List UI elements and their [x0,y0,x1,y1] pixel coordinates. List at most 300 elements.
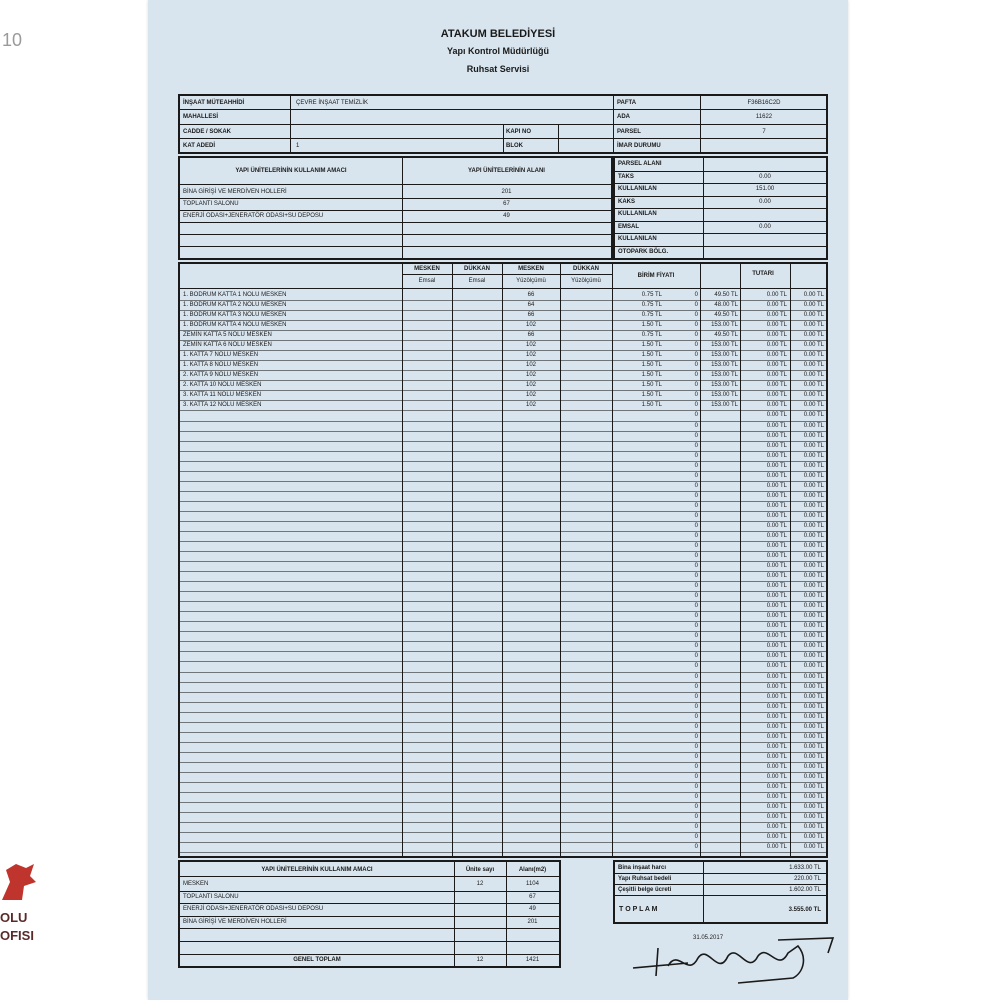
table-row-amount: 0.00 TL [766,573,787,580]
table-row-amount: 0.00 TL [766,462,787,469]
table-row-amount: 0.00 TL [766,794,787,800]
table-row-area: 102 [525,372,536,379]
table-row-total: 0.00 TL [803,663,824,670]
table-row-qty: 0 [694,543,698,549]
table-row-total: 0.00 TL [803,673,824,680]
table-row-qty: 0 [694,573,698,580]
table-row-price: 1.50 TL [641,402,662,409]
label-contractor: İNŞAAT MÜTEAHHİDİ [183,100,245,106]
table-row-name: 1. BODRUM KATTA 1 NOLU MESKEN [183,292,287,298]
table-row-qty: 0 [694,633,698,640]
table-row-sub: 0.00 TL [766,332,787,339]
table-row-area: 102 [525,352,536,359]
label-zoning: İMAR DURUMU [617,143,661,149]
dukkan-header: DÜKKAN [464,266,490,272]
table-row-amount: 49.50 TL [714,332,738,339]
table-row-qty: 0 [694,563,698,570]
table-row-total: 0.00 TL [803,723,824,730]
table-row-amount: 0.00 TL [766,783,787,790]
summary-row-count: 12 [476,881,484,887]
table-row-sub: 0.00 TL [766,312,787,319]
table-row-total: 0.00 TL [803,522,824,529]
amount-header: TUTARI [752,271,774,277]
table-row-qty: 0 [694,693,698,700]
table-row-total: 0.00 TL [803,713,824,720]
table-row-qty: 0 [694,312,698,319]
table-row-total: 0.00 TL [803,743,824,750]
table-row-total: 0.00 TL [803,292,824,298]
table-row-total: 0.00 TL [803,824,824,831]
table-row-price: 1.50 TL [641,362,662,369]
parcel-value: 0.00 [759,173,771,180]
table-row-area: 102 [525,382,536,389]
table-row-qty: 0 [694,492,698,499]
summary-row-name: ENERJİ ODASI+JENERATÖR ODASI+SU DEPOSU [183,906,324,912]
summary-row-area: 1104 [526,881,539,887]
usage-purpose-header: YAPI ÜNİTELERİNİN KULLANIM AMACI [235,168,347,174]
table-row-amount: 0.00 TL [766,543,787,549]
table-row-total: 0.00 TL [803,804,824,811]
contractor-value: ÇEVRE İNŞAAT TEMİZLİK [296,100,369,106]
summary-row-area: 49 [529,906,536,912]
table-row-qty: 0 [694,382,698,389]
table-row-qty: 0 [694,532,698,539]
table-row-amount: 0.00 TL [766,773,787,780]
table-row-amount: 0.00 TL [766,432,787,439]
usage-row-name: TOPLANTI SALONU [183,201,239,207]
dukkan-area-header: DÜKKAN [573,266,599,272]
table-row-total: 0.00 TL [803,693,824,700]
usage-row-name: ENERJİ ODASI+JENERATÖR ODASI+SU DEPOSU [183,213,324,219]
usage-box [178,156,613,260]
permit-document [148,0,848,1000]
label-door-no: KAPI NO [506,129,532,135]
document-subtitle: Yapı Kontrol Müdürlüğü [447,46,549,56]
table-row-total: 0.00 TL [803,392,824,399]
label-parsel: PARSEL [617,129,641,135]
table-row-total: 0.00 TL [803,352,824,359]
summary-purpose-header: YAPI ÜNİTELERİNİN KULLANIM AMACI [261,867,373,873]
table-row-qty: 0 [694,613,698,620]
table-row-amount: 0.00 TL [766,633,787,640]
table-row-price: 0.75 TL [641,312,662,319]
table-row-sub: 0.00 TL [766,292,787,298]
construction-fee-value: 1.633.00 TL [789,865,821,871]
table-row-total: 0.00 TL [803,382,824,389]
table-row-amount: 153.00 TL [711,322,738,329]
parcel-value: 0.00 [759,223,771,230]
table-row-amount: 0.00 TL [766,753,787,760]
table-row-total: 0.00 TL [803,573,824,580]
logo [0,860,40,970]
table-row-amount: 0.00 TL [766,472,787,479]
table-row-total: 0.00 TL [803,783,824,790]
table-row-qty: 0 [694,553,698,560]
table-row-name: 1. BODRUM KATTA 3 NOLU MESKEN [183,312,287,319]
table-row-amount: 153.00 TL [711,352,738,359]
table-row-total: 0.00 TL [803,603,824,610]
table-row-total: 0.00 TL [803,512,824,519]
label-neighbourhood: MAHALLESİ [183,114,218,120]
table-row-amount: 0.00 TL [766,452,787,459]
table-row-area: 64 [527,302,535,309]
table-row-qty: 0 [694,773,698,780]
table-row-total: 0.00 TL [803,312,824,319]
document-date: 31.05.2017 [693,935,724,941]
parsel-value: 7 [762,129,766,135]
table-row-qty: 0 [694,814,698,821]
logo-text-line1: OLU [0,910,28,925]
table-row-area: 66 [527,332,535,339]
table-row-qty: 0 [694,824,698,831]
area-header-2: Yüzölçümü [571,278,601,284]
table-row-qty: 0 [694,402,698,409]
table-row-qty: 0 [694,332,698,339]
summary-row-name: BİNA GİRİŞİ VE MERDİVEN HOLLERİ [183,918,287,925]
table-row-amount: 0.00 TL [766,834,787,841]
table-row-qty: 0 [694,593,698,600]
table-row-amount: 0.00 TL [766,422,787,429]
table-row-qty: 0 [694,452,698,459]
table-row-amount: 153.00 TL [711,382,738,389]
table-row-qty: 0 [694,442,698,449]
misc-fee-value: 1.602.00 TL [789,887,821,893]
parcel-label: KULLANILAN [618,186,657,192]
table-row-amount: 0.00 TL [766,814,787,821]
table-row-total: 0.00 TL [803,683,824,690]
table-row-name: 1. KATTA 8 NOLU MESKEN [183,362,259,369]
summary-row-name: MESKEN [183,881,209,887]
parcel-label: KAKS [618,198,636,205]
table-row-name: 1. BODRUM KATTA 2 NOLU MESKEN [183,302,287,309]
table-row-sub: 0.00 TL [766,302,787,309]
table-row-amount: 0.00 TL [766,713,787,720]
area-header: Yüzölçümü [516,278,546,284]
table-row-amount: 153.00 TL [711,392,738,399]
table-row-amount: 153.00 TL [711,372,738,379]
label-floor-count: KAT ADEDİ [183,143,215,149]
table-row-amount: 0.00 TL [766,663,787,670]
usage-row-area: 201 [501,189,512,195]
table-row-total: 0.00 TL [803,543,824,549]
table-row-price: 0.75 TL [641,332,662,339]
parcel-value: 0.00 [759,198,771,205]
label-ada: ADA [617,114,630,120]
table-row-name: 2. KATTA 10 NOLU MESKEN [183,382,262,389]
grand-total-count: 12 [476,957,484,963]
summary-box [178,860,561,968]
table-row-sub: 0.00 TL [766,382,787,389]
table-row-amount: 0.00 TL [766,653,787,660]
table-row-area: 102 [525,392,536,399]
table-row-amount: 0.00 TL [766,563,787,570]
table-row-amount: 153.00 TL [711,342,738,349]
signature [628,928,848,988]
table-row-area: 102 [525,402,536,409]
parcel-label: EMSAL [618,223,639,230]
table-row-total: 0.00 TL [803,372,824,379]
table-row-qty: 0 [694,723,698,730]
table-row-qty: 0 [694,804,698,811]
table-row-qty: 0 [694,783,698,790]
table-row-qty: 0 [694,753,698,760]
table-row-total: 0.00 TL [803,733,824,740]
table-row-name: ZEMİN KATTA 6 NOLU MESKEN [183,342,272,349]
table-row-price: 0.75 TL [641,292,662,298]
table-row-name: 1. KATTA 7 NOLU MESKEN [183,352,259,359]
table-row-total: 0.00 TL [803,452,824,459]
table-row-amount: 0.00 TL [766,683,787,690]
table-row-total: 0.00 TL [803,402,824,409]
table-row-total: 0.00 TL [803,502,824,509]
table-row-amount: 0.00 TL [766,703,787,710]
table-row-total: 0.00 TL [803,814,824,821]
table-row-qty: 0 [694,763,698,770]
parcel-label: TAKS [618,173,634,180]
table-row-name: 3. KATTA 11 NOLU MESKEN [183,392,262,399]
table-row-total: 0.00 TL [803,332,824,339]
table-row-total: 0.00 TL [803,583,824,590]
table-row-total: 0.00 TL [803,763,824,770]
table-row-amount: 0.00 TL [766,442,787,449]
table-row-total: 0.00 TL [803,563,824,570]
table-row-qty: 0 [694,472,698,479]
table-row-qty: 0 [694,522,698,529]
corner-number: 10 [2,30,23,50]
grand-total-fee-value: 3.555.00 TL [788,907,821,913]
table-row-qty: 0 [694,352,698,359]
table-row-total: 0.00 TL [803,643,824,650]
table-row-sub: 0.00 TL [766,372,787,379]
parcel-box [613,156,828,260]
table-row-qty: 0 [694,392,698,399]
table-row-amount: 0.00 TL [766,512,787,519]
table-row-amount: 49.50 TL [714,292,738,298]
mesken-header: MESKEN [414,266,440,272]
table-row-price: 1.50 TL [641,322,662,329]
logo-text-line2: OFISI [0,928,34,943]
table-row-price: 1.50 TL [641,352,662,359]
label-street: CADDE / SOKAK [183,129,232,135]
table-row-amount: 0.00 TL [766,593,787,600]
table-row-amount: 0.00 TL [766,643,787,650]
table-row-area: 66 [527,312,535,319]
table-row-qty: 0 [694,663,698,670]
summary-area-header: Alanı(m2) [518,867,547,873]
table-row-amount: 0.00 TL [766,673,787,680]
summary-row-name: TOPLANTI SALONU [183,893,239,900]
table-row-qty: 0 [694,713,698,720]
table-row-sub: 0.00 TL [766,352,787,359]
label-pafta: PAFTA [617,100,637,106]
grand-total-fee-label: T O P L A M [619,906,658,913]
summary-count-header: Ünite sayı [465,867,495,873]
usage-row-name: BİNA GİRİŞİ VE MERDİVEN HOLLERİ [183,189,287,195]
table-row-amount: 0.00 TL [766,412,787,419]
table-row-amount: 0.00 TL [766,492,787,499]
table-row-amount: 0.00 TL [766,723,787,730]
table-row-qty: 0 [694,583,698,590]
label-block: BLOK [506,143,523,149]
table-row-qty: 0 [694,653,698,660]
table-row-amount: 0.00 TL [766,804,787,811]
unit-price-header: BİRİM FİYATI [637,273,675,279]
table-row-total: 0.00 TL [803,532,824,539]
usage-row-area: 49 [503,213,510,219]
table-row-amount: 0.00 TL [766,844,787,851]
table-row-qty: 0 [694,502,698,509]
table-row-area: 102 [525,362,536,369]
table-row-amount: 0.00 TL [766,743,787,750]
table-row-qty: 0 [694,834,698,841]
parcel-label: KULLANILAN [618,236,657,242]
table-row-total: 0.00 TL [803,362,824,369]
grand-total-label: GENEL TOPLAM [293,957,341,963]
table-row-amount: 153.00 TL [711,362,738,369]
info-box [178,94,828,154]
table-row-total: 0.00 TL [803,462,824,469]
table-row-qty: 0 [694,342,698,349]
emsal-header-2: Emsal [468,278,486,284]
table-row-amount: 48.00 TL [714,302,738,309]
pafta-value: F36B16C2D [747,100,781,106]
table-row-total: 0.00 TL [803,472,824,479]
table-row-qty: 0 [694,733,698,740]
table-row-amount: 0.00 TL [766,824,787,831]
table-row-amount: 0.00 TL [766,583,787,590]
table-row-qty: 0 [694,603,698,610]
table-row-total: 0.00 TL [803,553,824,560]
table-row-qty: 0 [694,482,698,489]
table-row-price: 1.50 TL [641,342,662,349]
table-row-qty: 0 [694,844,698,851]
table-row-total: 0.00 TL [803,422,824,429]
table-row-area: 102 [525,322,536,329]
table-row-total: 0.00 TL [803,302,824,309]
table-row-qty: 0 [694,322,698,329]
table-row-total: 0.00 TL [803,623,824,630]
parcel-label: KULLANILAN [618,211,657,217]
table-row-amount: 0.00 TL [766,603,787,610]
table-row-amount: 0.00 TL [766,553,787,560]
totals-box [613,860,828,924]
table-row-amount: 0.00 TL [766,522,787,529]
table-row-total: 0.00 TL [803,773,824,780]
table-row-price: 1.50 TL [641,392,662,399]
table-row-total: 0.00 TL [803,482,824,489]
table-row-name: ZEMİN KATTA 5 NOLU MESKEN [183,332,272,339]
summary-row-area: 67 [529,893,536,900]
label-misc-fee: Çeşitli belge ücreti [618,887,672,893]
table-row-total: 0.00 TL [803,442,824,449]
table-row-qty: 0 [694,302,698,309]
table-row-amount: 0.00 TL [766,763,787,770]
table-row-sub: 0.00 TL [766,342,787,349]
table-row-sub: 0.00 TL [766,362,787,369]
table-row-qty: 0 [694,703,698,710]
table-row-amount: 0.00 TL [766,502,787,509]
table-row-amount: 49.50 TL [714,312,738,319]
table-row-sub: 0.00 TL [766,402,787,409]
table-row-amount: 0.00 TL [766,482,787,489]
parcel-label: PARSEL ALANI [618,161,662,167]
table-row-qty: 0 [694,462,698,469]
table-row-name: 1. BODRUM KATTA 4 NOLU MESKEN [183,322,287,329]
table-row-qty: 0 [694,683,698,690]
table-row-amount: 153.00 TL [711,402,738,409]
floor-count-value: 1 [296,143,300,149]
table-row-total: 0.00 TL [803,432,824,439]
table-row-qty: 0 [694,292,698,298]
document-title: ATAKUM BELEDİYESİ [440,28,556,40]
permit-fee-value: 220.00 TL [794,876,821,882]
table-row-qty: 0 [694,794,698,800]
table-row-qty: 0 [694,643,698,650]
table-row-name: 2. KATTA 9 NOLU MESKEN [183,372,259,379]
table-row-qty: 0 [694,623,698,630]
table-row-area: 66 [527,292,535,298]
usage-area-header: YAPI ÜNİTELERİNİN ALANI [468,168,545,174]
table-row-qty: 0 [694,512,698,519]
table-row-price: 0.75 TL [641,302,662,309]
table-row-qty: 0 [694,372,698,379]
table-row-total: 0.00 TL [803,653,824,660]
table-row-total: 0.00 TL [803,703,824,710]
table-row-qty: 0 [694,412,698,419]
usage-row-area: 67 [503,201,510,207]
main-table [178,262,828,858]
grand-total-area: 1421 [525,957,540,963]
table-row-qty: 0 [694,673,698,680]
table-row-sub: 0.00 TL [766,322,787,329]
table-row-total: 0.00 TL [803,753,824,760]
table-row-name: 3. KATTA 12 NOLU MESKEN [183,402,262,409]
table-row-total: 0.00 TL [803,794,824,800]
table-row-amount: 0.00 TL [766,733,787,740]
table-row-price: 1.50 TL [641,372,662,379]
mesken-area-header: MESKEN [518,266,544,272]
parcel-value: 151.00 [755,186,775,192]
table-row-qty: 0 [694,743,698,750]
table-row-amount: 0.00 TL [766,613,787,620]
table-row-amount: 0.00 TL [766,693,787,700]
label-construction-fee: Bina inşaat harcı [618,865,667,871]
parcel-label: OTOPARK BÖLG. [618,248,669,255]
label-permit-fee: Yapı Ruhsat bedeli [618,876,672,882]
document-service: Ruhsat Servisi [466,64,530,74]
table-row-sub: 0.00 TL [766,392,787,399]
table-row-total: 0.00 TL [803,844,824,851]
summary-row-area: 201 [527,918,538,925]
table-row-total: 0.00 TL [803,834,824,841]
table-row-total: 0.00 TL [803,633,824,640]
table-row-qty: 0 [694,422,698,429]
ada-value: 11622 [755,114,773,120]
table-row-qty: 0 [694,362,698,369]
table-row-price: 1.50 TL [641,382,662,389]
table-row-area: 102 [525,342,536,349]
table-row-total: 0.00 TL [803,412,824,419]
table-row-total: 0.00 TL [803,492,824,499]
table-row-total: 0.00 TL [803,593,824,600]
table-row-amount: 0.00 TL [766,623,787,630]
table-row-qty: 0 [694,432,698,439]
table-row-amount: 0.00 TL [766,532,787,539]
horse-logo-icon [0,860,38,904]
table-row-total: 0.00 TL [803,342,824,349]
table-row-total: 0.00 TL [803,322,824,329]
emsal-header: Emsal [418,278,436,284]
